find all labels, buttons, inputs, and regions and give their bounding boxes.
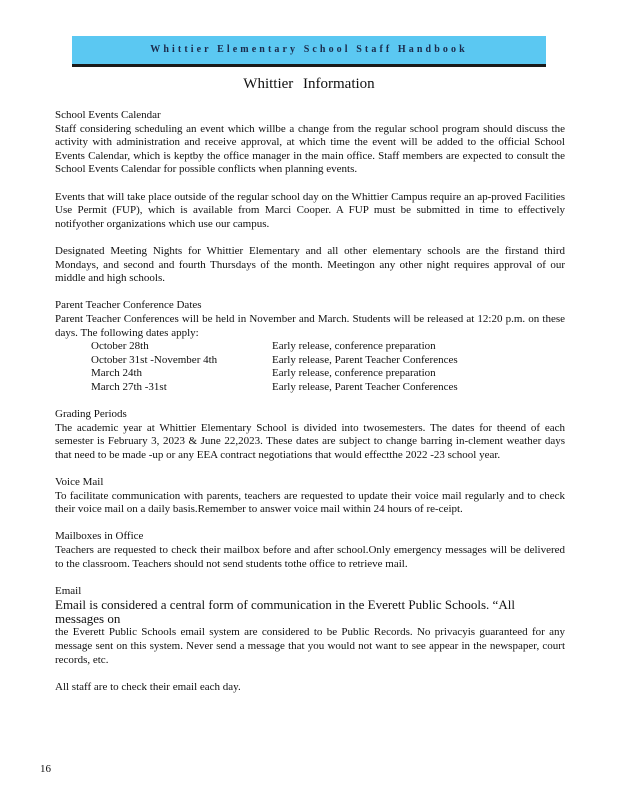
section-heading: Parent Teacher Conference Dates xyxy=(55,299,202,312)
paragraph: the Everett Public Schools email system are considered to be Public Records. No privacyis guaranteed for any message sent on this system. Never send a message that you would not want to see appear in the newspaper, court records, etc. xyxy=(55,626,565,666)
date-row xyxy=(55,340,565,354)
paragraph: The academic year at Whittier Elementary School is divided into twosemesters. The dates for theend of each semester is February 3, 2023 & June 22,2023. These dates are subject to change barring in-clement weather days that need to be made -up or any EEA contract negotiations that would effectthe 2022 -23 school year. xyxy=(55,421,565,461)
voice-mail-section xyxy=(55,476,565,517)
email-section xyxy=(55,585,565,667)
section-heading: Mailboxes in Office xyxy=(55,530,144,543)
page-content xyxy=(55,109,565,708)
paragraph: Staff considering scheduling an event which willbe a change from the regular school program should discuss the activity with administration and receive approval, at which time the event will be added to the official School Events Calendar, which is keptby the office manager in the main office. Staff members are expected to consult the School Events Calendar for possible conflicts when planning events. xyxy=(55,122,565,176)
date-cell: October 28th xyxy=(91,340,149,353)
date-description: Early release, Parent Teacher Conferences xyxy=(272,353,458,366)
events-calendar-section xyxy=(55,109,565,177)
email-closing-section xyxy=(55,681,565,695)
date-description: Early release, Parent Teacher Conferences xyxy=(272,380,458,393)
paragraph: Parent Teacher Conferences will be held in November and March. Students will be released at 12:20 p.m. on these days. The following dates apply: xyxy=(55,312,565,339)
section-heading: School Events Calendar xyxy=(55,109,161,121)
date-cell: March 27th -31st xyxy=(91,380,167,393)
page-title: Whittier Information xyxy=(243,76,375,92)
date-row xyxy=(55,354,565,368)
date-description: Early release, conference preparation xyxy=(272,340,436,353)
meeting-nights-section xyxy=(55,245,565,286)
handbook-banner xyxy=(72,36,546,67)
grading-periods-section xyxy=(55,408,565,462)
date-cell: October 31st -November 4th xyxy=(91,353,218,366)
mailboxes-section xyxy=(55,530,565,571)
banner-title: Whittier Elementary School Staff Handbook xyxy=(150,44,468,55)
email-lead-sentence: Email is considered a central form of communication in the Everett Public Schools. “All messages on xyxy=(55,597,515,627)
date-description: Early release, conference preparation xyxy=(272,367,436,380)
section-heading: Email xyxy=(55,584,82,597)
paragraph: Teachers are requested to check their mailbox before and after school.Only emergency messages will be delivered to the classroom. Teachers should not send students tothe office to retrieve mail. xyxy=(55,544,565,570)
facilities-permit-section xyxy=(55,191,565,232)
conference-dates-section xyxy=(55,299,565,394)
date-row xyxy=(55,367,565,381)
paragraph: Designated Meeting Nights for Whittier Elementary and all other elementary schools are the firstand third Mondays, and second and fourth Thursdays of the month. Meetingon any other night requires approval of our middle and high schools. xyxy=(55,244,565,285)
date-row xyxy=(55,381,565,395)
page-number: 16 xyxy=(40,763,51,775)
section-heading: Voice Mail xyxy=(55,476,104,489)
date-cell: March 24th xyxy=(91,367,143,380)
paragraph: To facilitate communication with parents, teachers are requested to update their voice mail regularly and to check their voice mail on a daily basis.Remember to answer voice mail within 24 hours of re-ceipt. xyxy=(55,489,565,516)
section-heading: Grading Periods xyxy=(55,408,127,421)
paragraph: Events that will take place outside of the regular school day on the Whittier Campus require an ap-proved Facilities Use Permit (FUP), which is available from Marci Cooper. A FUP must be submitted in time to effectively notifyother organizations which use our campus. xyxy=(55,190,565,230)
paragraph: All staff are to check their email each day. xyxy=(55,680,241,693)
